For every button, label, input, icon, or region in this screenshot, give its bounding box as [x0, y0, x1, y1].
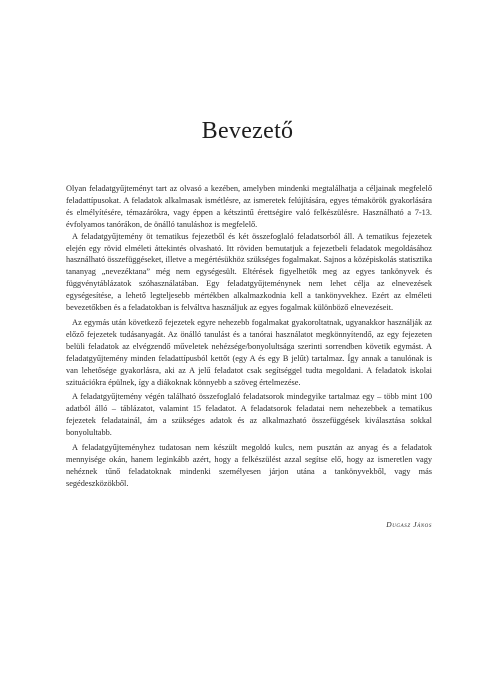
paragraph-1: Olyan feladatgyűjteményt tart az olvasó a kezében, amelyben mindenki megtalálhatja a céljainak megfelelő feladattípusokat. A feladatok alkalmasak ismétlésre, az ismeretek felújítására, egyes témakörök gyakorlására és elmélyítésére, témazárókra, vagy éppen a kétszintű érettségire való felkészülésre. Használható a 7-13. évfolyamos tanórákon, de önálló tanuláshoz is megfelelő. — [66, 184, 432, 229]
paragraph-3: Az egymás után következő fejezetek egyre nehezebb fogalmakat gyakoroltatnak, ugyanakkor használják az előző fejezetek tudásanyagát. Az önálló tanulást és a tanórai használatot megkönnyítendő, az egy fejezeten belüli feladatok az elvégzendő műveletek nehézsége/bonyolultsága szerinti sorrendben követik egymást. A feladatgyűjtemény minden feladattípusból kettőt (egy A és egy B jelűt) tartalmaz. Így annak a tanulónak is van lehetősége gyakorlásra, aki az A jelű feladatot csak segítséggel tudta megoldani. A feladatok iskolai szituációkra épülnek, így a diákoknak könnyebb a szöveg értelmezése. — [66, 317, 432, 387]
author-signature: Dugasz János — [386, 520, 432, 529]
page-title: Bevezető — [201, 118, 294, 144]
paragraph-5: A feladatgyűjteményhez tudatosan nem készült megoldó kulcs, nem pusztán az anyag és a feladatok mennyisége okán, hanem leginkább azért, hogy a felkészülést azzal segítse elő, hogy az ismeretlen vagy nehéznek tűnő feladatoknak mindenki személyesen járjon utána a tankönyvekből, vagy más segédeszközökből. — [66, 443, 432, 488]
paragraph-4: A feladatgyűjtemény végén található összefoglaló feladatsorok mindegyike tartalmaz egy – több mint 100 adatból álló – táblázatot, valamint 15 feladatot. A feladatsorok feladatai nem nehezebbek a tematikus fejezetek feladatainál, ám a szükséges adatok és az alkalmazható összefüggések kiválasztása sokkal bonyolultabb. — [66, 392, 432, 438]
body-text — [66, 183, 432, 490]
paragraph-2: A feladatgyűjtemény öt tematikus fejezetből és két összefoglaló feladatsorból áll. A tematikus fejezetek elején egy rövid elméleti áttekintés olvasható. Itt röviden bemutatjuk a fejezetbeli feladatok megoldásához használható összefüggéseket, illetve a megértésükhöz szükséges fogalmakat. Sajnos a középiskolás statisztika tananyag „nevezéktana” még nem egységesült. Eltérések figyelhetők meg az egyes tankönyvek és függvénytáblázatok szóhasználatában. Egy feladatgyűjteménynek nem lehet célja az elnevezések egységesítése, a lehető legteljesebb mértékben alkalmazkodnia kell a tankönyvekhez. Ezért az elméleti bevezetőkben és a feladatokban is felváltva használjuk az egyes fogalmak különböző elnevezéseit. — [66, 231, 432, 313]
